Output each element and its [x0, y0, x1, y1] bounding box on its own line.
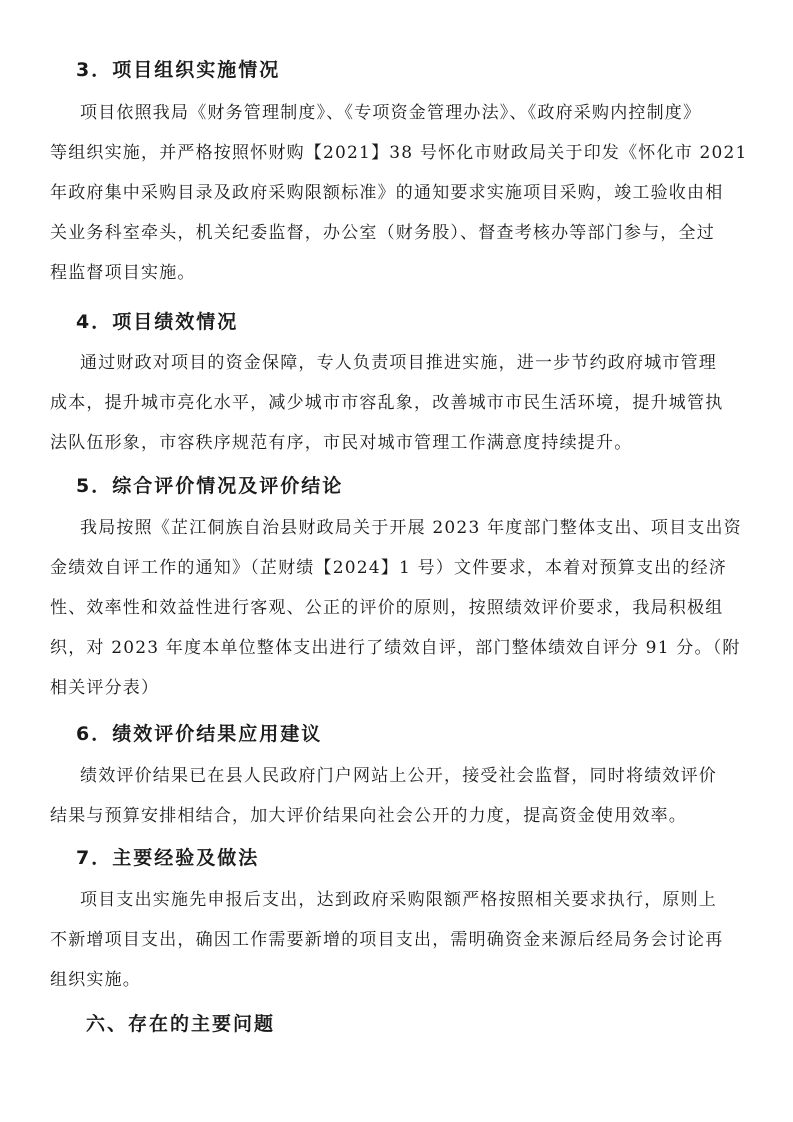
major-section-heading: 六、存在的主要问题 [86, 1013, 276, 1035]
paragraph-line: 年政府集中采购目录及政府采购限额标准》的通知要求实施项目采购，竣工验收由相 [50, 183, 724, 203]
paragraph-line: 成本，提升城市亮化水平，减少城市市容乱象，改善城市市民生活环境，提升城管执 [50, 393, 724, 413]
section-paragraph-5 [50, 508, 742, 708]
paragraph-line: 不新增项目支出，确因工作需要新增的项目支出，需明确资金来源后经局务会讨论再 [50, 930, 724, 950]
paragraph-line: 性、效率性和效益性进行客观、公正的评价的原则，按照绩效评价要求，我局积极组 [50, 598, 724, 618]
paragraph-line: 等组织实施，并严格按照怀财购【2021】38 号怀化市财政局关于印发《怀化市 2021 [50, 143, 748, 163]
paragraph-line: 项目支出实施先申报后支出，达到政府采购限额严格按照相关要求执行，原则上 [80, 890, 717, 910]
section-heading-7: 7．主要经验及做法 [76, 847, 260, 869]
section-paragraph-4 [50, 343, 733, 463]
paragraph-line: 法队伍形象，市容秩序规范有序，市民对城市管理工作满意度持续提升。 [50, 433, 633, 453]
paragraph-line: 组织实施。 [50, 970, 141, 990]
section-paragraph-7 [50, 880, 733, 1000]
paragraph-line: 通过财政对项目的资金保障，专人负责项目推进实施，进一步节约政府城市管理 [80, 353, 717, 373]
section-paragraph-3 [50, 93, 748, 293]
paragraph-line: 程监督项目实施。 [50, 263, 196, 283]
paragraph-line: 关业务科室牵头，机关纪委监督，办公室（财务股）、督查考核办等部门参与，全过 [50, 223, 715, 243]
section-heading-6: 6．绩效评价结果应用建议 [76, 723, 323, 745]
section-heading-4: 4．项目绩效情况 [76, 311, 239, 333]
paragraph-line: 织，对 2023 年度本单位整体支出进行了绩效自评，部门整体绩效自评分 91 分。（附 [50, 638, 741, 658]
paragraph-line: 相关评分表） [50, 678, 160, 698]
paragraph-line: 绩效评价结果已在县人民政府门户网站上公开，接受社会监督，同时将绩效评价 [80, 766, 717, 786]
section-paragraph-6 [50, 756, 733, 836]
paragraph-line: 项目依照我局《财务管理制度》、《专项资金管理办法》、《政府采购内控制度》 [80, 103, 702, 123]
section-heading-5: 5．综合评价情况及评价结论 [76, 475, 344, 497]
paragraph-line: 金绩效自评工作的通知》（芷财绩【2024】1 号）文件要求，本着对预算支出的经济 [50, 558, 727, 578]
section-heading-3: 3．项目组织实施情况 [76, 59, 281, 81]
paragraph-line: 我局按照《芷江侗族自治县财政局关于开展 2023 年度部门整体支出、项目支出资 [80, 518, 742, 538]
paragraph-line: 结果与预算安排相结合，加大评价结果向社会公开的力度，提高资金使用效率。 [50, 806, 687, 826]
